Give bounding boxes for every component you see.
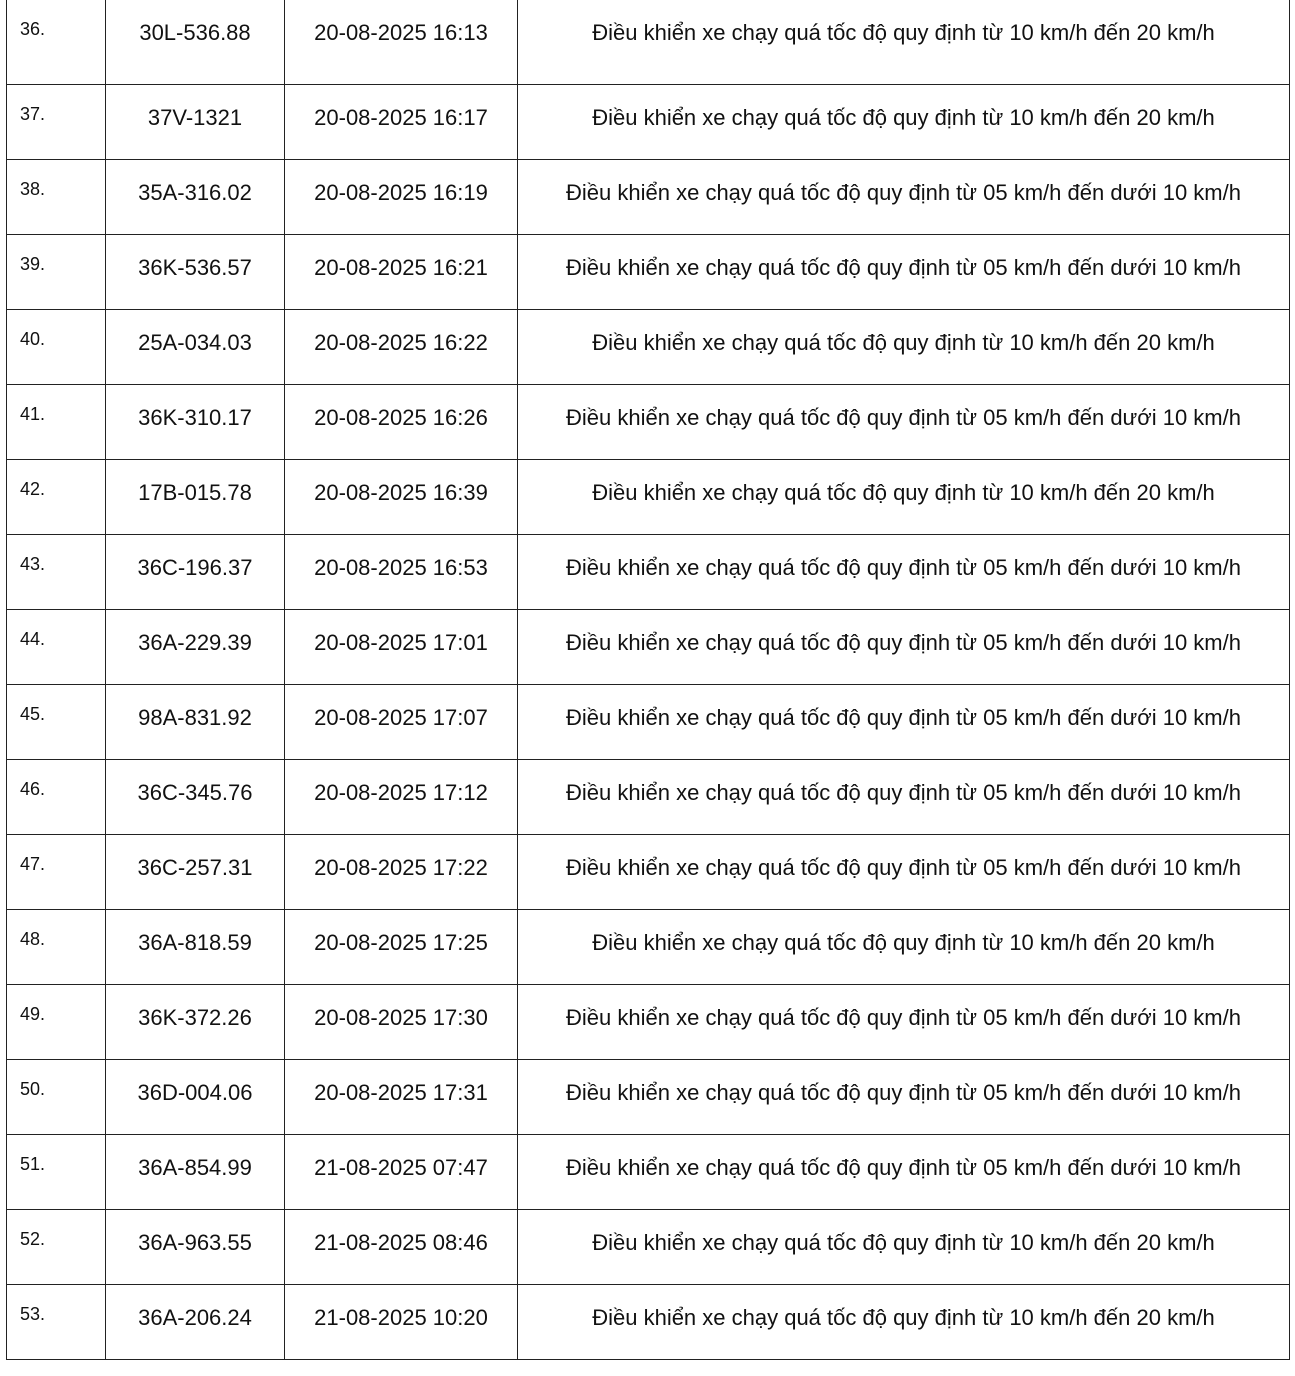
violation-description-cell: Điều khiển xe chạy quá tốc độ quy định từ 05 km/h đến dưới 10 km/h (518, 1134, 1290, 1209)
violation-time-cell: 20-08-2025 17:12 (285, 759, 518, 834)
violation-time-cell: 20-08-2025 16:53 (285, 534, 518, 609)
table-row (7, 384, 1290, 459)
license-plate-cell: 36D-004.06 (106, 1059, 285, 1134)
table-row (7, 1209, 1290, 1284)
table-row (7, 1284, 1290, 1359)
table-row (7, 609, 1290, 684)
violation-time-cell: 20-08-2025 16:39 (285, 459, 518, 534)
table-row (7, 534, 1290, 609)
table-row (7, 984, 1290, 1059)
row-number-cell: 45. (7, 684, 106, 759)
violation-time-cell: 20-08-2025 17:22 (285, 834, 518, 909)
license-plate-cell: 25A-034.03 (106, 309, 285, 384)
table-row (7, 0, 1290, 84)
violation-description-cell: Điều khiển xe chạy quá tốc độ quy định từ 05 km/h đến dưới 10 km/h (518, 984, 1290, 1059)
violation-description-cell: Điều khiển xe chạy quá tốc độ quy định từ 05 km/h đến dưới 10 km/h (518, 759, 1290, 834)
license-plate-cell: 36K-372.26 (106, 984, 285, 1059)
violation-time-cell: 20-08-2025 16:13 (285, 0, 518, 84)
violation-description-cell: Điều khiển xe chạy quá tốc độ quy định từ 10 km/h đến 20 km/h (518, 84, 1290, 159)
license-plate-cell: 36C-257.31 (106, 834, 285, 909)
row-number-cell: 43. (7, 534, 106, 609)
license-plate-cell: 36K-310.17 (106, 384, 285, 459)
license-plate-cell: 17B-015.78 (106, 459, 285, 534)
row-number-cell: 47. (7, 834, 106, 909)
table-row (7, 684, 1290, 759)
violation-description-cell: Điều khiển xe chạy quá tốc độ quy định từ 10 km/h đến 20 km/h (518, 309, 1290, 384)
row-number-cell: 42. (7, 459, 106, 534)
table-row (7, 1134, 1290, 1209)
license-plate-cell: 36A-963.55 (106, 1209, 285, 1284)
violation-description-cell: Điều khiển xe chạy quá tốc độ quy định từ 10 km/h đến 20 km/h (518, 1209, 1290, 1284)
violation-description-cell: Điều khiển xe chạy quá tốc độ quy định từ 05 km/h đến dưới 10 km/h (518, 834, 1290, 909)
row-number-cell: 52. (7, 1209, 106, 1284)
row-number-cell: 41. (7, 384, 106, 459)
license-plate-cell: 37V-1321 (106, 84, 285, 159)
license-plate-cell: 35A-316.02 (106, 159, 285, 234)
table-row (7, 459, 1290, 534)
violation-time-cell: 20-08-2025 16:19 (285, 159, 518, 234)
violations-table-body (7, 0, 1290, 1359)
table-row (7, 759, 1290, 834)
violation-description-cell: Điều khiển xe chạy quá tốc độ quy định từ 05 km/h đến dưới 10 km/h (518, 384, 1290, 459)
row-number-cell: 44. (7, 609, 106, 684)
table-row (7, 84, 1290, 159)
violation-time-cell: 20-08-2025 17:01 (285, 609, 518, 684)
row-number-cell: 53. (7, 1284, 106, 1359)
license-plate-cell: 36C-345.76 (106, 759, 285, 834)
violation-time-cell: 21-08-2025 08:46 (285, 1209, 518, 1284)
violation-time-cell: 20-08-2025 17:25 (285, 909, 518, 984)
license-plate-cell: 30L-536.88 (106, 0, 285, 84)
violation-time-cell: 21-08-2025 10:20 (285, 1284, 518, 1359)
row-number-cell: 37. (7, 84, 106, 159)
row-number-cell: 38. (7, 159, 106, 234)
row-number-cell: 36. (7, 0, 106, 84)
violation-time-cell: 20-08-2025 16:26 (285, 384, 518, 459)
violation-description-cell: Điều khiển xe chạy quá tốc độ quy định từ 05 km/h đến dưới 10 km/h (518, 609, 1290, 684)
table-row (7, 159, 1290, 234)
row-number-cell: 49. (7, 984, 106, 1059)
violation-description-cell: Điều khiển xe chạy quá tốc độ quy định từ 05 km/h đến dưới 10 km/h (518, 159, 1290, 234)
violation-time-cell: 20-08-2025 16:21 (285, 234, 518, 309)
table-row (7, 1059, 1290, 1134)
violation-description-cell: Điều khiển xe chạy quá tốc độ quy định từ 10 km/h đến 20 km/h (518, 1284, 1290, 1359)
violation-description-cell: Điều khiển xe chạy quá tốc độ quy định từ 05 km/h đến dưới 10 km/h (518, 234, 1290, 309)
violation-time-cell: 20-08-2025 17:31 (285, 1059, 518, 1134)
table-row (7, 834, 1290, 909)
license-plate-cell: 36A-229.39 (106, 609, 285, 684)
row-number-cell: 46. (7, 759, 106, 834)
violation-time-cell: 20-08-2025 16:22 (285, 309, 518, 384)
row-number-cell: 39. (7, 234, 106, 309)
row-number-cell: 48. (7, 909, 106, 984)
license-plate-cell: 98A-831.92 (106, 684, 285, 759)
license-plate-cell: 36K-536.57 (106, 234, 285, 309)
violation-time-cell: 20-08-2025 17:07 (285, 684, 518, 759)
table-row (7, 309, 1290, 384)
license-plate-cell: 36C-196.37 (106, 534, 285, 609)
violation-description-cell: Điều khiển xe chạy quá tốc độ quy định từ 05 km/h đến dưới 10 km/h (518, 1059, 1290, 1134)
license-plate-cell: 36A-854.99 (106, 1134, 285, 1209)
violation-time-cell: 21-08-2025 07:47 (285, 1134, 518, 1209)
violation-time-cell: 20-08-2025 16:17 (285, 84, 518, 159)
violation-description-cell: Điều khiển xe chạy quá tốc độ quy định từ 05 km/h đến dưới 10 km/h (518, 534, 1290, 609)
license-plate-cell: 36A-206.24 (106, 1284, 285, 1359)
license-plate-cell: 36A-818.59 (106, 909, 285, 984)
row-number-cell: 51. (7, 1134, 106, 1209)
violation-description-cell: Điều khiển xe chạy quá tốc độ quy định từ 10 km/h đến 20 km/h (518, 459, 1290, 534)
violation-description-cell: Điều khiển xe chạy quá tốc độ quy định từ 05 km/h đến dưới 10 km/h (518, 684, 1290, 759)
row-number-cell: 50. (7, 1059, 106, 1134)
violation-time-cell: 20-08-2025 17:30 (285, 984, 518, 1059)
violations-table-container (6, 0, 1289, 1376)
violation-description-cell: Điều khiển xe chạy quá tốc độ quy định từ 10 km/h đến 20 km/h (518, 0, 1290, 84)
table-row (7, 909, 1290, 984)
row-number-cell: 40. (7, 309, 106, 384)
violations-table (6, 0, 1290, 1360)
violation-description-cell: Điều khiển xe chạy quá tốc độ quy định từ 10 km/h đến 20 km/h (518, 909, 1290, 984)
table-row (7, 234, 1290, 309)
